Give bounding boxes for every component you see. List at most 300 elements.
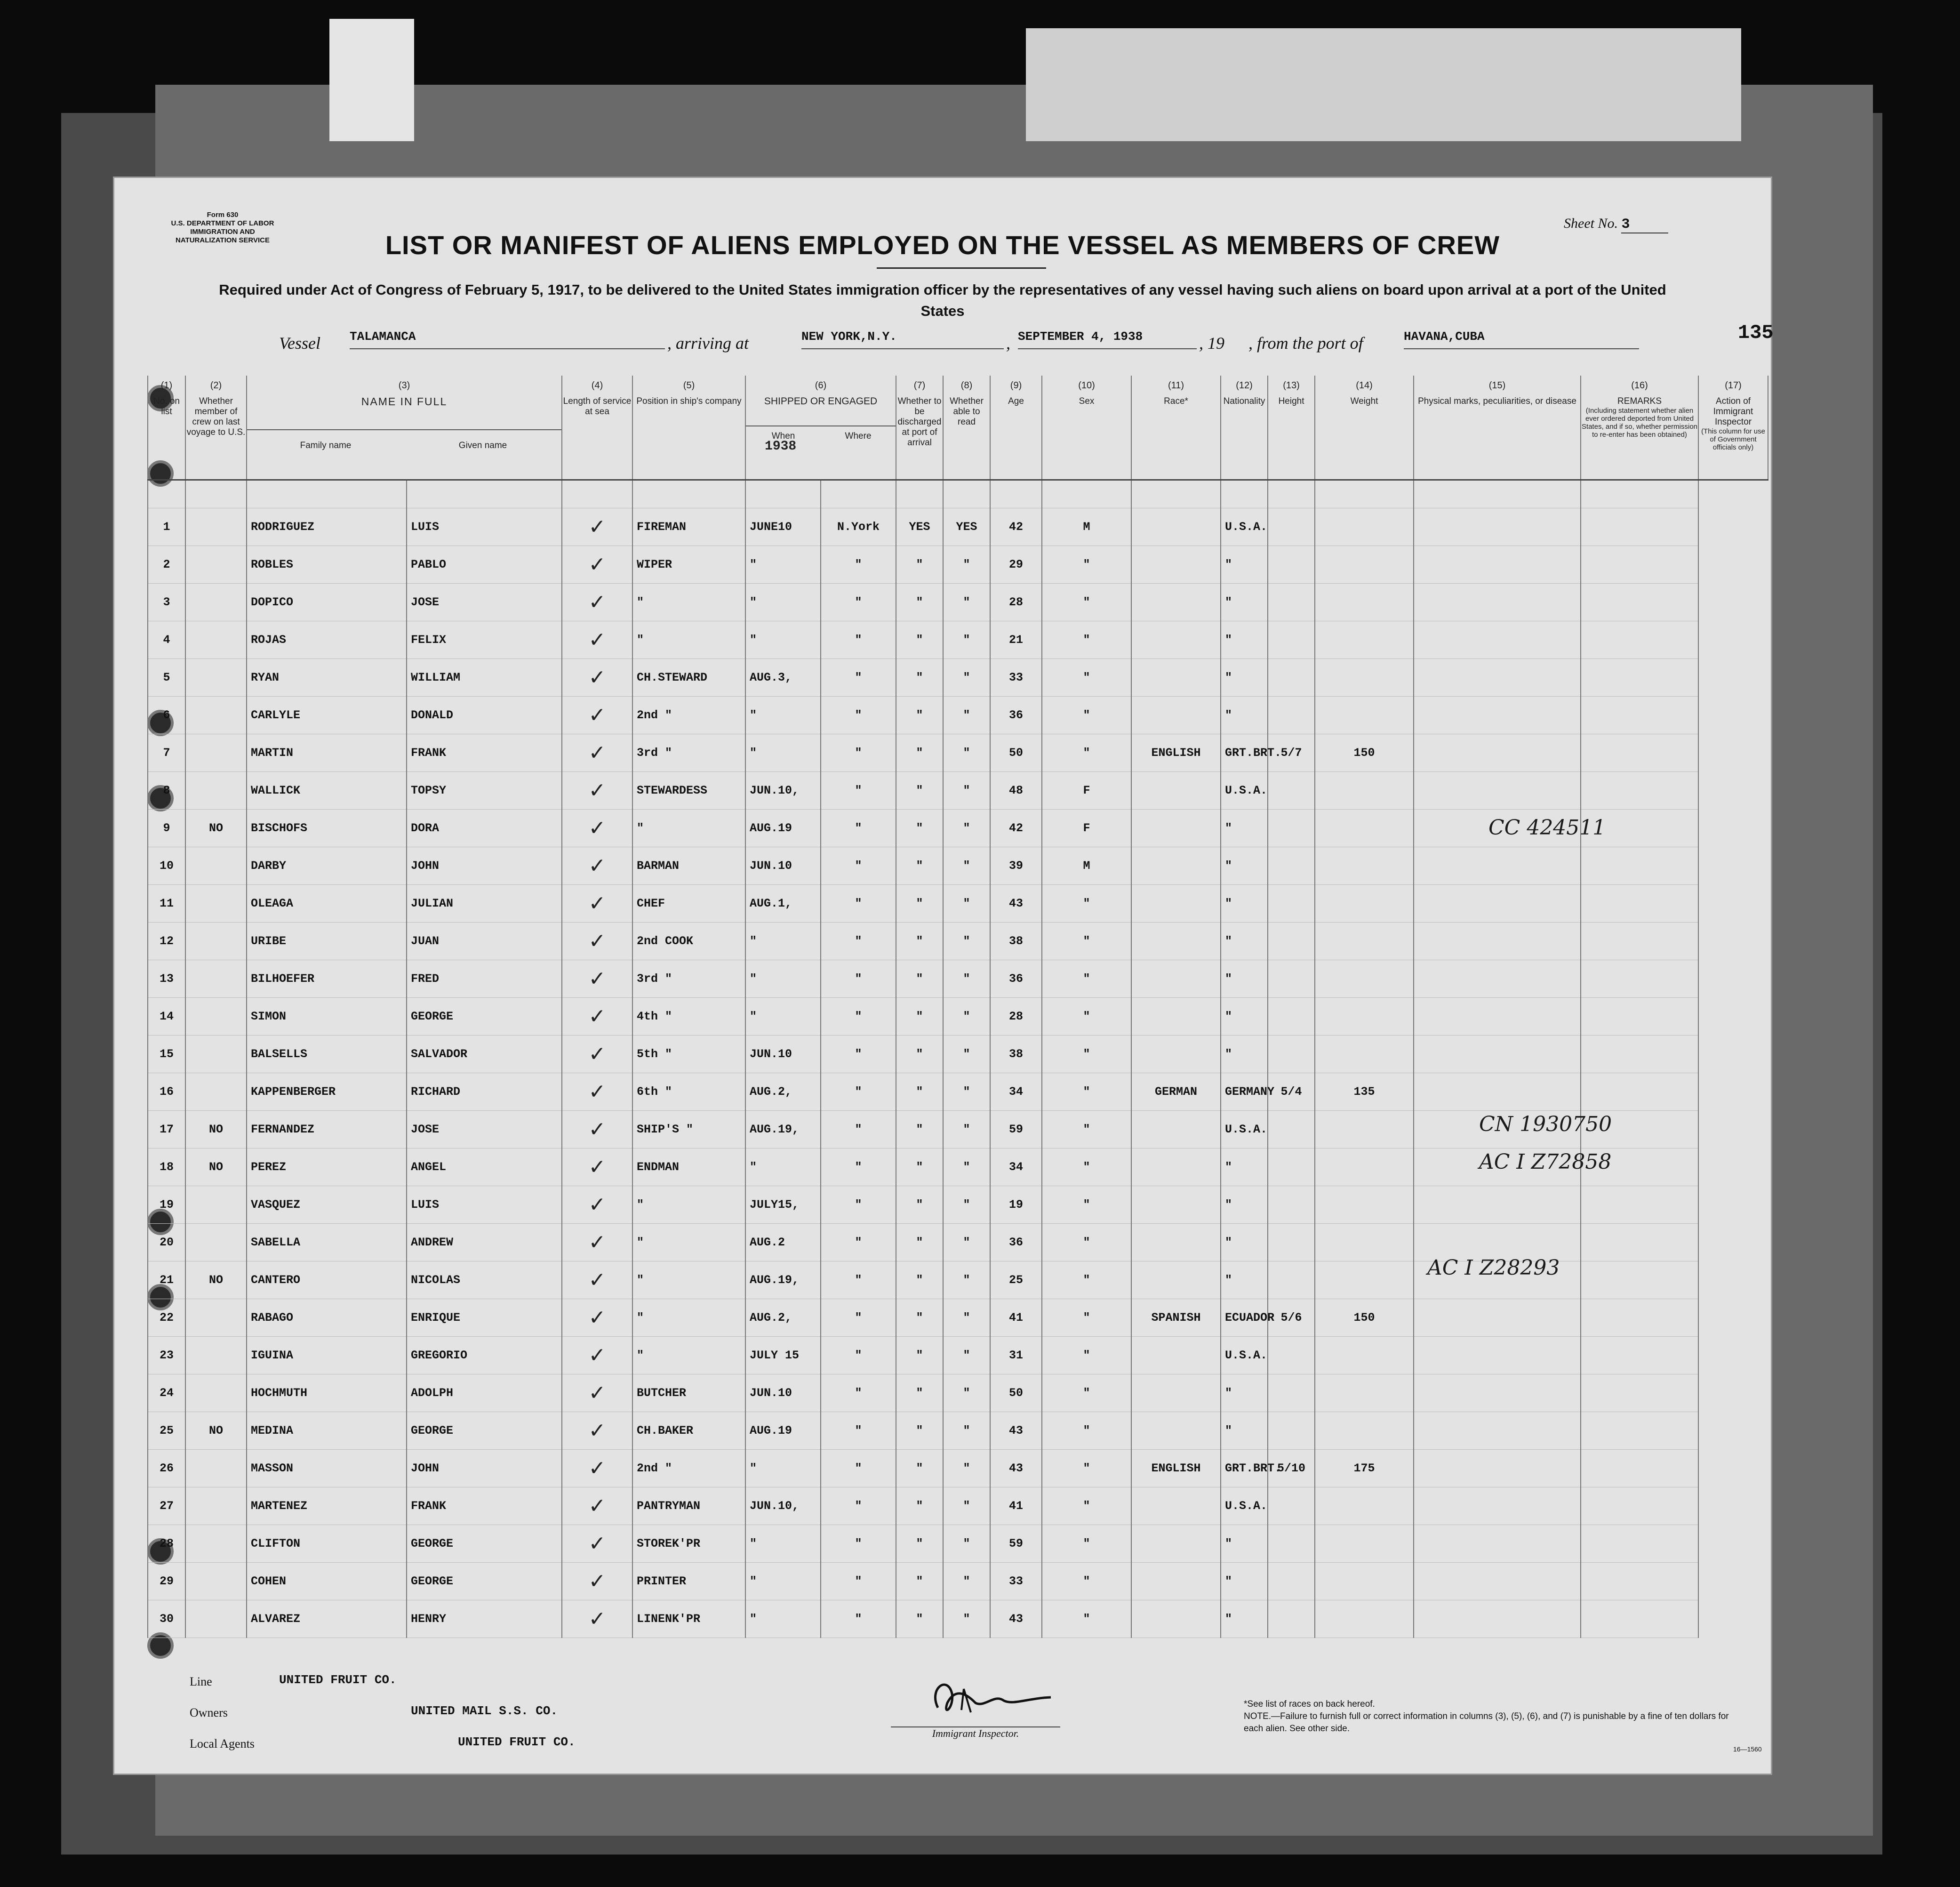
- cell-when: AUG.3,: [745, 659, 821, 697]
- cell-race: [1131, 960, 1221, 998]
- cell-nationality: ": [1221, 810, 1268, 847]
- cell-when: JUN.10: [745, 1036, 821, 1073]
- cell-position: ": [632, 1337, 745, 1374]
- cell-race: [1131, 584, 1221, 621]
- cell-when: JULY 15: [745, 1337, 821, 1374]
- cell-given: ADOLPH: [407, 1374, 562, 1412]
- cell-discharged: ": [896, 697, 943, 734]
- cell-age: 33: [990, 659, 1042, 697]
- cell-no: 9: [148, 810, 185, 847]
- empty-cell: [1581, 1224, 1698, 1261]
- cell-nationality: ": [1221, 1036, 1268, 1073]
- empty-cell: [1581, 1261, 1698, 1299]
- cell-nationality: U.S.A.: [1221, 772, 1268, 810]
- cell-height: [1268, 1337, 1315, 1374]
- service-checkmark: ✓: [562, 998, 632, 1036]
- cell-age: 42: [990, 810, 1042, 847]
- cell-weight: 150: [1315, 734, 1414, 772]
- cell-position: 6th ": [632, 1073, 745, 1111]
- service-checkmark: ✓: [562, 1111, 632, 1148]
- cell-discharged: ": [896, 885, 943, 923]
- table-row: [148, 1525, 1768, 1563]
- cell-family: DOPICO: [247, 584, 407, 621]
- line-label: Line: [190, 1675, 212, 1688]
- cell-given: FELIX: [407, 621, 562, 659]
- cell-weight: [1315, 621, 1414, 659]
- cell-family: OLEAGA: [247, 885, 407, 923]
- cell-weight: [1315, 1148, 1414, 1186]
- cell-discharged: ": [896, 1186, 943, 1224]
- cell-when: AUG.2,: [745, 1073, 821, 1111]
- cell-when: ": [745, 621, 821, 659]
- cell-family: DARBY: [247, 847, 407, 885]
- cell-discharged: ": [896, 1073, 943, 1111]
- cell-height: [1268, 1563, 1315, 1600]
- cell-race: [1131, 1374, 1221, 1412]
- cell-race: [1131, 772, 1221, 810]
- table-row: [148, 772, 1768, 810]
- service-name: IMMIGRATION AND NATURALIZATION SERVICE: [175, 228, 270, 244]
- cell-given: LUIS: [407, 1186, 562, 1224]
- empty-cell: [1581, 1186, 1698, 1224]
- cell-height: [1268, 1374, 1315, 1412]
- cell-height: [1268, 1186, 1315, 1224]
- cell-age: 43: [990, 1600, 1042, 1638]
- empty-cell: [1581, 923, 1698, 960]
- cell-read: ": [943, 659, 990, 697]
- cell-read: ": [943, 1450, 990, 1487]
- cell-position: 2nd COOK: [632, 923, 745, 960]
- cell-position: 5th ": [632, 1036, 745, 1073]
- cell-discharged: ": [896, 960, 943, 998]
- paper-tab: [329, 19, 414, 141]
- cell-when: AUG.2: [745, 1224, 821, 1261]
- cell-when: JUN.10: [745, 1374, 821, 1412]
- empty-cell: [1581, 1073, 1698, 1111]
- cell-read: ": [943, 697, 990, 734]
- cell-position: 2nd ": [632, 697, 745, 734]
- cell-given: DONALD: [407, 697, 562, 734]
- column-header: (9) Age: [990, 376, 1042, 480]
- cell-sex: ": [1042, 659, 1131, 697]
- empty-cell: [1581, 546, 1698, 584]
- cell-family: IGUINA: [247, 1337, 407, 1374]
- cell-discharged: ": [896, 584, 943, 621]
- cell-discharged: ": [896, 1563, 943, 1600]
- cell-nationality: ": [1221, 1600, 1268, 1638]
- cell-where: ": [821, 1525, 896, 1563]
- cell-given: GEORGE: [407, 998, 562, 1036]
- service-checkmark: ✓: [562, 847, 632, 885]
- cell-race: ENGLISH: [1131, 734, 1221, 772]
- note-races: *See list of races on back hereof.: [1244, 1699, 1375, 1709]
- empty-cell: [1414, 1412, 1581, 1450]
- handwritten-page-number: 135: [1738, 321, 1774, 344]
- service-checkmark: ✓: [562, 810, 632, 847]
- column-header: (2) Whether member of crew on last voyage to U.S.: [185, 376, 247, 480]
- cell-nationality: ": [1221, 1563, 1268, 1600]
- empty-cell: [1414, 1563, 1581, 1600]
- table-row: [148, 546, 1768, 584]
- cell-family: PEREZ: [247, 1148, 407, 1186]
- cell-race: [1131, 697, 1221, 734]
- cell-when: ": [745, 960, 821, 998]
- cell-age: 38: [990, 1036, 1042, 1073]
- cell-last: [185, 1450, 247, 1487]
- cell-age: 50: [990, 734, 1042, 772]
- cell-where: ": [821, 584, 896, 621]
- cell-when: AUG.19: [745, 810, 821, 847]
- cell-last: [185, 1224, 247, 1261]
- table-row: [148, 1337, 1768, 1374]
- cell-no: 6: [148, 697, 185, 734]
- department-name: U.S. DEPARTMENT OF LABOR: [171, 219, 274, 227]
- cell-position: ": [632, 621, 745, 659]
- cell-age: 31: [990, 1337, 1042, 1374]
- cell-family: ROJAS: [247, 621, 407, 659]
- cell-given: ANGEL: [407, 1148, 562, 1186]
- cell-read: ": [943, 546, 990, 584]
- cell-read: ": [943, 1111, 990, 1148]
- cell-last: NO: [185, 1412, 247, 1450]
- cell-position: WIPER: [632, 546, 745, 584]
- cell-family: SABELLA: [247, 1224, 407, 1261]
- cell-weight: [1315, 1224, 1414, 1261]
- cell-family: BALSELLS: [247, 1036, 407, 1073]
- cell-age: 25: [990, 1261, 1042, 1299]
- engaged-year: 1938: [765, 439, 797, 454]
- empty-cell: [1414, 998, 1581, 1036]
- cell-when: ": [745, 734, 821, 772]
- cell-sex: ": [1042, 584, 1131, 621]
- empty-cell: [1581, 1337, 1698, 1374]
- cell-read: ": [943, 1600, 990, 1638]
- cell-given: JOHN: [407, 847, 562, 885]
- cell-position: CH.BAKER: [632, 1412, 745, 1450]
- cell-no: 30: [148, 1600, 185, 1638]
- cell-nationality: ": [1221, 1374, 1268, 1412]
- empty-cell: [1581, 1036, 1698, 1073]
- column-header: (12) Nationality: [1221, 376, 1268, 480]
- cell-race: [1131, 998, 1221, 1036]
- cell-last: [185, 1374, 247, 1412]
- cell-race: [1131, 621, 1221, 659]
- owners-label: Owners: [190, 1706, 228, 1719]
- cell-no: 11: [148, 885, 185, 923]
- cell-discharged: ": [896, 998, 943, 1036]
- cell-position: 2nd ": [632, 1450, 745, 1487]
- cell-family: KAPPENBERGER: [247, 1073, 407, 1111]
- form-number: Form 630: [207, 211, 239, 219]
- cell-position: ": [632, 584, 745, 621]
- cell-given: GEORGE: [407, 1525, 562, 1563]
- empty-cell: [1581, 697, 1698, 734]
- cell-weight: 150: [1315, 1299, 1414, 1337]
- service-checkmark: ✓: [562, 772, 632, 810]
- table-row: [148, 1563, 1768, 1600]
- cell-age: 36: [990, 960, 1042, 998]
- cell-height: [1268, 1261, 1315, 1299]
- cell-no: 2: [148, 546, 185, 584]
- cell-race: SPANISH: [1131, 1299, 1221, 1337]
- cell-race: [1131, 1525, 1221, 1563]
- cell-age: 43: [990, 1412, 1042, 1450]
- cell-height: [1268, 697, 1315, 734]
- cell-weight: [1315, 546, 1414, 584]
- cell-given: PABLO: [407, 546, 562, 584]
- cell-sex: ": [1042, 1563, 1131, 1600]
- empty-cell: [1414, 508, 1581, 546]
- cell-when: ": [745, 923, 821, 960]
- cell-height: 5/10: [1268, 1450, 1315, 1487]
- cell-age: 33: [990, 1563, 1042, 1600]
- paper-tab: [1026, 28, 1741, 141]
- cell-family: BISCHOFS: [247, 810, 407, 847]
- cell-given: WILLIAM: [407, 659, 562, 697]
- cell-age: 38: [990, 923, 1042, 960]
- cell-height: [1268, 1412, 1315, 1450]
- table-row: [148, 847, 1768, 885]
- service-checkmark: ✓: [562, 1374, 632, 1412]
- cell-when: ": [745, 1148, 821, 1186]
- cell-race: [1131, 923, 1221, 960]
- cell-height: 5/4: [1268, 1073, 1315, 1111]
- empty-cell: [1581, 1450, 1698, 1487]
- cell-race: [1131, 885, 1221, 923]
- cell-height: [1268, 1036, 1315, 1073]
- cell-where: ": [821, 1073, 896, 1111]
- cell-no: 28: [148, 1525, 185, 1563]
- cell-nationality: ECUADOR: [1221, 1299, 1268, 1337]
- cell-nationality: ": [1221, 1261, 1268, 1299]
- cell-family: ROBLES: [247, 546, 407, 584]
- cell-family: BILHOEFER: [247, 960, 407, 998]
- empty-cell: [1414, 1073, 1581, 1111]
- cell-weight: [1315, 1487, 1414, 1525]
- cell-sex: ": [1042, 1073, 1131, 1111]
- cell-given: JUAN: [407, 923, 562, 960]
- cell-discharged: ": [896, 1412, 943, 1450]
- cell-where: ": [821, 1036, 896, 1073]
- from-port-label: , from the port of: [1248, 334, 1363, 353]
- empty-cell: [1414, 1525, 1581, 1563]
- cell-family: URIBE: [247, 923, 407, 960]
- cell-nationality: ": [1221, 923, 1268, 960]
- empty-cell: [1414, 621, 1581, 659]
- cell-given: NICOLAS: [407, 1261, 562, 1299]
- empty-cell: [1581, 584, 1698, 621]
- cell-discharged: ": [896, 1450, 943, 1487]
- cell-age: 29: [990, 546, 1042, 584]
- cell-age: 59: [990, 1525, 1042, 1563]
- cell-given: ANDREW: [407, 1224, 562, 1261]
- cell-where: ": [821, 960, 896, 998]
- empty-cell: [1581, 885, 1698, 923]
- service-checkmark: ✓: [562, 1450, 632, 1487]
- cell-read: YES: [943, 508, 990, 546]
- cell-weight: [1315, 1186, 1414, 1224]
- cell-nationality: ": [1221, 885, 1268, 923]
- column-header: (11) Race*: [1131, 376, 1221, 480]
- empty-cell: [1581, 1487, 1698, 1525]
- cell-read: ": [943, 1525, 990, 1563]
- cell-last: [185, 923, 247, 960]
- empty-cell: [1581, 847, 1698, 885]
- table-row: [148, 659, 1768, 697]
- cell-nationality: GERMANY: [1221, 1073, 1268, 1111]
- cell-read: ": [943, 1148, 990, 1186]
- cell-discharged: ": [896, 1487, 943, 1525]
- cell-nationality: GRT.BRT.: [1221, 1450, 1268, 1487]
- cell-when: AUG.1,: [745, 885, 821, 923]
- table-row: [148, 1412, 1768, 1450]
- cell-where: ": [821, 1148, 896, 1186]
- cell-nationality: ": [1221, 1525, 1268, 1563]
- cell-last: [185, 621, 247, 659]
- empty-cell: [1414, 1186, 1581, 1224]
- cell-weight: [1315, 584, 1414, 621]
- service-checkmark: ✓: [562, 1186, 632, 1224]
- cell-nationality: ": [1221, 1148, 1268, 1186]
- cell-race: [1131, 847, 1221, 885]
- cell-no: 21: [148, 1261, 185, 1299]
- cell-where: ": [821, 1299, 896, 1337]
- cell-given: GEORGE: [407, 1412, 562, 1450]
- cell-weight: [1315, 960, 1414, 998]
- cell-last: [185, 1600, 247, 1638]
- cell-nationality: ": [1221, 659, 1268, 697]
- cell-position: STEWARDESS: [632, 772, 745, 810]
- from-port: HAVANA,CUBA: [1404, 329, 1639, 349]
- cell-last: [185, 734, 247, 772]
- cell-when: ": [745, 1563, 821, 1600]
- cell-sex: ": [1042, 1186, 1131, 1224]
- cell-position: PRINTER: [632, 1563, 745, 1600]
- cell-height: [1268, 546, 1315, 584]
- cell-race: [1131, 1337, 1221, 1374]
- cell-position: STOREK'PR: [632, 1525, 745, 1563]
- cell-where: ": [821, 810, 896, 847]
- service-checkmark: ✓: [562, 734, 632, 772]
- service-checkmark: ✓: [562, 621, 632, 659]
- cell-no: 20: [148, 1224, 185, 1261]
- cell-when: JUN.10: [745, 847, 821, 885]
- cell-where: ": [821, 1111, 896, 1148]
- cell-no: 7: [148, 734, 185, 772]
- cell-position: ": [632, 1186, 745, 1224]
- cell-race: [1131, 659, 1221, 697]
- service-checkmark: ✓: [562, 1224, 632, 1261]
- cell-race: [1131, 810, 1221, 847]
- service-checkmark: ✓: [562, 1412, 632, 1450]
- cell-family: HOCHMUTH: [247, 1374, 407, 1412]
- cell-race: [1131, 1111, 1221, 1148]
- table-row: [148, 960, 1768, 998]
- cell-weight: [1315, 847, 1414, 885]
- title-underline: [877, 267, 1046, 269]
- cell-last: NO: [185, 1111, 247, 1148]
- cell-read: ": [943, 621, 990, 659]
- cell-given: LUIS: [407, 508, 562, 546]
- cell-weight: [1315, 508, 1414, 546]
- cell-weight: 175: [1315, 1450, 1414, 1487]
- cell-discharged: ": [896, 1261, 943, 1299]
- cell-race: [1131, 546, 1221, 584]
- vessel-info-line: Vessel TALAMANCA , arriving at NEW YORK,N.Y. , SEPTEMBER 4, 1938 , 19 , from the port of HAVANA,CUBA: [279, 333, 1691, 357]
- cell-race: [1131, 1036, 1221, 1073]
- cell-last: [185, 960, 247, 998]
- cell-family: CARLYLE: [247, 697, 407, 734]
- cell-sex: ": [1042, 885, 1131, 923]
- cell-no: 27: [148, 1487, 185, 1525]
- cell-family: SIMON: [247, 998, 407, 1036]
- cell-nationality: U.S.A.: [1221, 1337, 1268, 1374]
- empty-cell: [1581, 621, 1698, 659]
- cell-sex: ": [1042, 1148, 1131, 1186]
- empty-cell: [1414, 1337, 1581, 1374]
- year-label: , 19: [1199, 334, 1224, 353]
- cell-height: [1268, 1111, 1315, 1148]
- cell-read: ": [943, 960, 990, 998]
- cell-sex: ": [1042, 960, 1131, 998]
- cell-last: [185, 584, 247, 621]
- cell-discharged: ": [896, 847, 943, 885]
- cell-read: ": [943, 1337, 990, 1374]
- cell-sex: ": [1042, 998, 1131, 1036]
- cell-sex: ": [1042, 546, 1131, 584]
- cell-discharged: ": [896, 734, 943, 772]
- service-checkmark: ✓: [562, 1036, 632, 1073]
- cell-no: 5: [148, 659, 185, 697]
- cell-discharged: ": [896, 1299, 943, 1337]
- cell-age: 28: [990, 998, 1042, 1036]
- cell-sex: ": [1042, 1224, 1131, 1261]
- cell-weight: [1315, 1111, 1414, 1148]
- cell-age: 43: [990, 1450, 1042, 1487]
- cell-position: ": [632, 1261, 745, 1299]
- cell-nationality: ": [1221, 584, 1268, 621]
- cell-last: [185, 1073, 247, 1111]
- cell-race: ENGLISH: [1131, 1450, 1221, 1487]
- cell-where: ": [821, 621, 896, 659]
- cell-read: ": [943, 1036, 990, 1073]
- cell-no: 10: [148, 847, 185, 885]
- cell-last: [185, 1036, 247, 1073]
- table-row: [148, 923, 1768, 960]
- column-header: (7) Whether to be discharged at port of arrival: [896, 376, 943, 480]
- cell-family: CLIFTON: [247, 1525, 407, 1563]
- cell-where: ": [821, 1186, 896, 1224]
- cell-race: [1131, 508, 1221, 546]
- document-subtitle: Required under Act of Congress of February 5, 1917, to be delivered to the United States immigration officer by the representatives of any vessel having such aliens on board upon arrival at a port of the United States: [219, 281, 1666, 319]
- cell-weight: [1315, 1337, 1414, 1374]
- cell-weight: [1315, 1600, 1414, 1638]
- cell-given: JOHN: [407, 1450, 562, 1487]
- cell-no: 22: [148, 1299, 185, 1337]
- form-code: 16—1560: [1733, 1745, 1762, 1753]
- empty-cell: [1581, 1563, 1698, 1600]
- table-row: [148, 885, 1768, 923]
- empty-cell: [1414, 697, 1581, 734]
- cell-when: ": [745, 1450, 821, 1487]
- table-row: [148, 1036, 1768, 1073]
- table-header-row: [148, 376, 1768, 480]
- document-title: LIST OR MANIFEST OF ALIENS EMPLOYED ON THE VESSEL AS MEMBERS OF CREW: [385, 230, 1500, 260]
- cell-race: [1131, 1148, 1221, 1186]
- cell-where: ": [821, 546, 896, 584]
- cell-sex: F: [1042, 810, 1131, 847]
- cell-read: ": [943, 810, 990, 847]
